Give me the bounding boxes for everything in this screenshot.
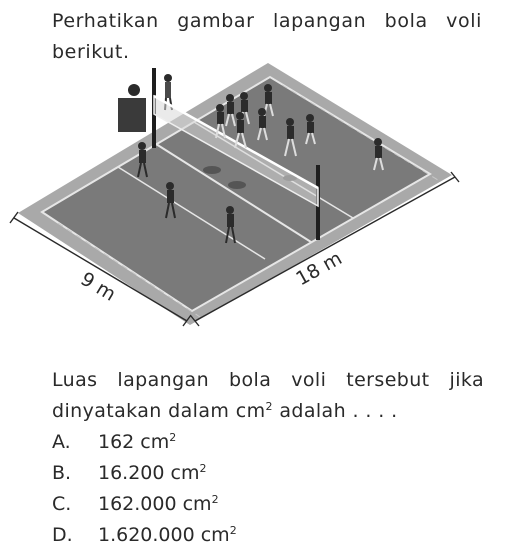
floor-mark [203,166,221,174]
answer-options [52,427,237,551]
question-line-2: dinyatakan dalam $cm^2$ adalah . . . . [52,400,398,422]
option-a[interactable]: A. 162 $cm^2$ [52,431,177,453]
volleyball-court-illustration [0,60,511,350]
question-line-1: Luas lapangan bola voli tersebut jika [52,369,484,391]
option-c[interactable]: C. 162.000 $cm^2$ [52,493,219,515]
floor-mark [228,181,246,189]
question-text [52,365,484,427]
option-d[interactable]: D. 1.620.000 $cm^2$ [52,524,237,546]
option-b[interactable]: B. 16.200 $cm^2$ [52,462,207,484]
intro-text: Perhatikan gambar lapangan bola voli berikut. [52,10,482,63]
length-label: 18 m [292,247,346,291]
width-label: 9 m [76,267,120,306]
referee-icon [128,84,140,96]
referee-stand [118,98,146,132]
